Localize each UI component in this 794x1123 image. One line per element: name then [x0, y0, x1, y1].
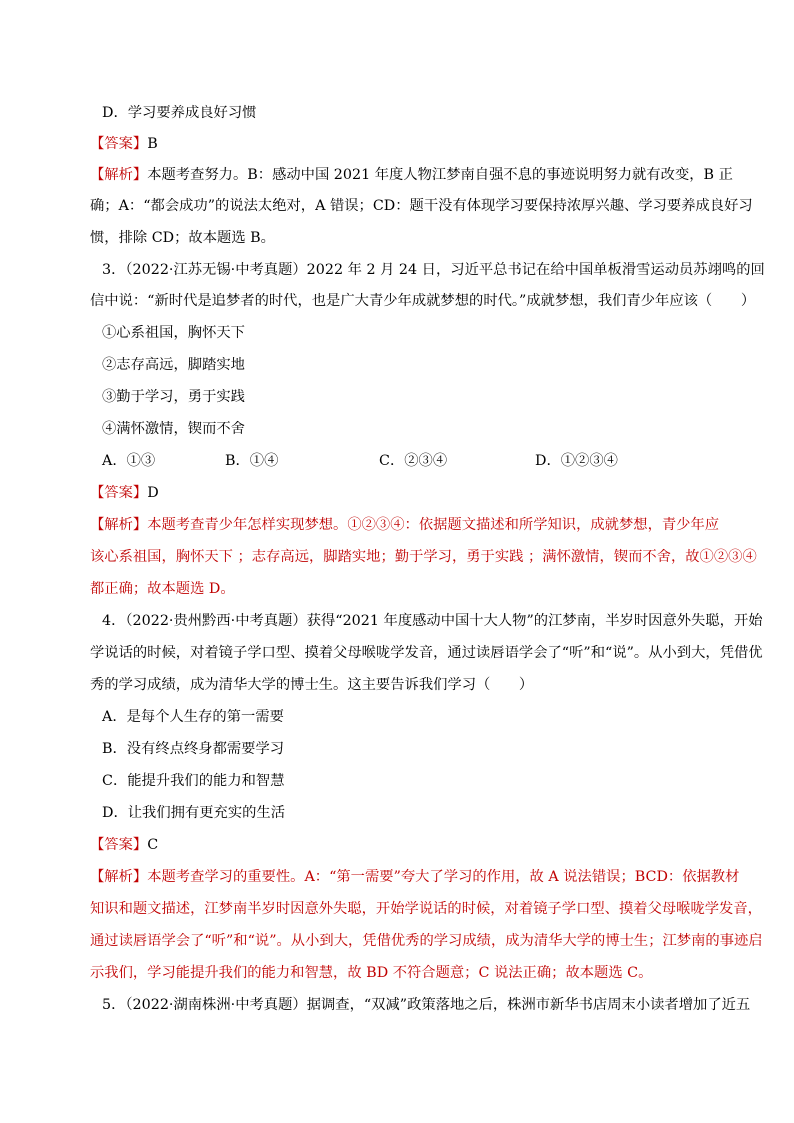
option-b: B．没有终点终身都需要学习 [102, 741, 285, 757]
answer-tag: 【答案】 [90, 136, 148, 152]
option-a: A．①③ [102, 453, 156, 469]
analysis-q2 [90, 166, 733, 184]
answer-value: C [147, 837, 159, 853]
question-3: 3．（2022·江苏无锡·中考真题）2022 年 2 月 24 日，习近平总书记在给中国单板滑雪运动员苏翊鸣的回 [102, 262, 765, 278]
statement-3: ③勤于学习，勇于实践 [102, 389, 245, 405]
statement-1: ①心系祖国，胸怀天下 [102, 325, 245, 341]
answer-q2 [90, 135, 158, 153]
analysis-tag: 【解析】 [90, 517, 148, 533]
answer-value: D [147, 485, 159, 501]
option-c: C．②③④ [379, 453, 448, 469]
answer-q3 [90, 484, 159, 502]
option-c: C．能提升我们的能力和智慧 [102, 773, 285, 789]
analysis-line: 该心系祖国，胸怀天下 ；志存高远，脚踏实地；勤于学习，勇于实践 ；满怀激情，锲而不舍，故①②③④ [90, 549, 757, 565]
analysis-tag: 【解析】 [90, 869, 148, 885]
analysis-line: 通过读唇语学会了“听”和“说”。从小到大，凭借优秀的学习成绩，成为清华大学的博士生；江梦南的事迹启 [90, 933, 763, 949]
answer-value: B [147, 136, 158, 152]
analysis-line: 示我们，学习能提升我们的能力和智慧，故 BD 不符合题意；C 说法正确；故本题选 C。 [90, 965, 653, 981]
analysis-text: 本题考查青少年怎样实现梦想。①②③④：依据题文描述和所学知识，成就梦想，青少年应 [147, 517, 720, 533]
answer-q4 [90, 836, 158, 854]
question-5: 5．（2022·湖南株洲·中考真题）据调查，“双减”政策落地之后，株洲市新华书店周末小读者增加了近五 [102, 997, 751, 1013]
option-d: D．①②③④ [535, 453, 618, 469]
analysis-q4 [90, 868, 739, 886]
analysis-line: 惯，排除 CD；故本题选 B。 [90, 230, 275, 246]
analysis-text: 本题考查学习的重要性。A：“第一需要”夸大了学习的作用，故 A 说法错误；BCD：依据教材 [147, 869, 740, 885]
analysis-line: 知识和题文描述，江梦南半岁时因意外失聪，开始学说话的时候，对着镜子学口型、摸着父母喉咙学发音， [90, 901, 762, 917]
question-4-cont: 学说话的时候，对着镜子学口型、摸着父母喉咙学发音，通过读唇语学会了“听”和“说”。从小到大，凭借优 [90, 645, 763, 661]
analysis-line: 确；A：“都会成功”的说法太绝对，A 错误；CD：题干没有体现学习要保持浓厚兴趣、学习要养成良好习 [90, 198, 753, 214]
analysis-q3 [90, 516, 719, 534]
question-3-cont: 信中说：“新时代是追梦者的时代，也是广大青少年成就梦想的时代。”成就梦想，我们青少年应该（ ） [90, 293, 756, 309]
option-d-q2: D．学习要养成良好习惯 [102, 105, 257, 121]
option-a: A．是每个人生存的第一需要 [102, 709, 284, 725]
option-b: B．①④ [225, 453, 279, 469]
answer-tag: 【答案】 [90, 837, 148, 853]
statement-4: ④满怀激情，锲而不舍 [102, 421, 245, 437]
analysis-tag: 【解析】 [90, 167, 148, 183]
statement-2: ②志存高远，脚踏实地 [102, 357, 245, 373]
analysis-text: 本题考查努力。B：感动中国 2021 年度人物江梦南自强不息的事迹说明努力就有改变，B 正 [147, 167, 733, 183]
analysis-line: 都正确；故本题选 D。 [90, 581, 235, 597]
question-4: 4．（2022·贵州黔西·中考真题）获得“2021 年度感动中国十大人物”的江梦南，半岁时因意外失聪，开始 [102, 613, 763, 629]
question-4-cont: 秀的学习成绩，成为清华大学的博士生。这主要告诉我们学习（ ） [90, 677, 534, 693]
option-d: D．让我们拥有更充实的生活 [102, 805, 286, 821]
answer-tag: 【答案】 [90, 485, 148, 501]
